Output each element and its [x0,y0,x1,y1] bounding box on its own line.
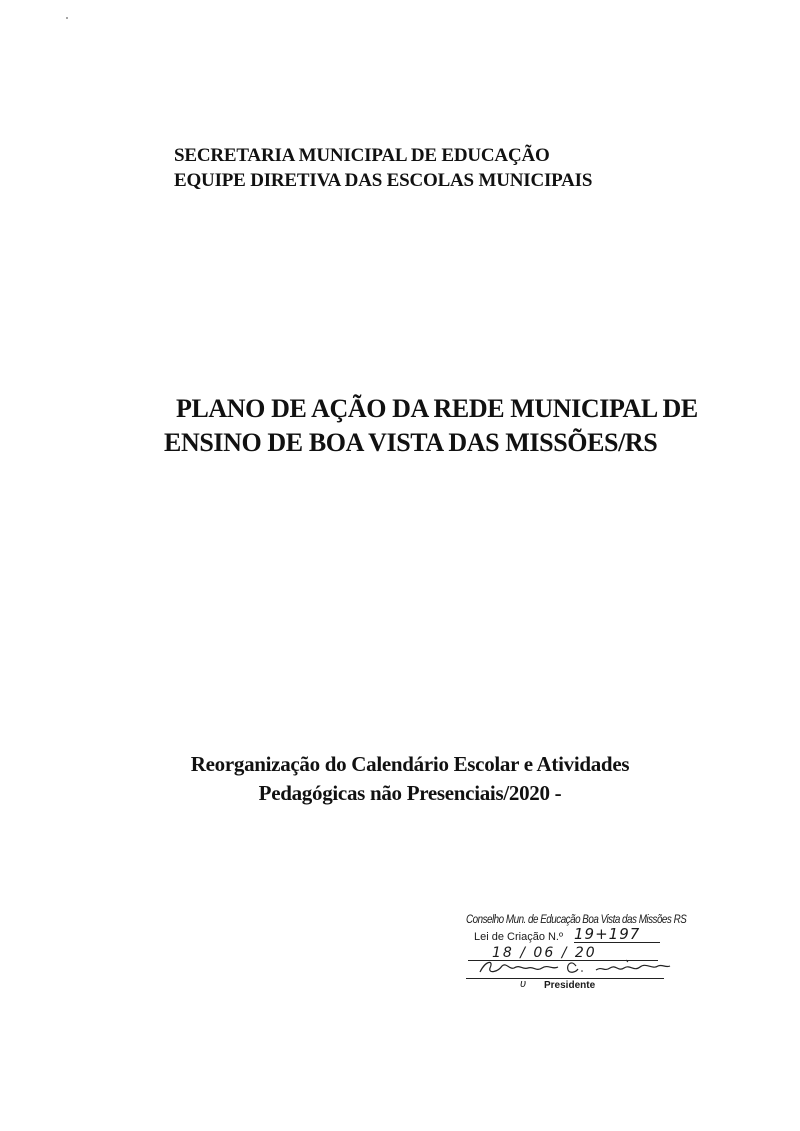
handwritten-signature [476,956,686,978]
subtitle-line-2: Pedagógicas não Presenciais/2020 - [258,781,562,805]
institution-header [174,143,592,193]
title-line-2: ENSINO DE BOA VISTA DAS MISSÕES/RS [164,428,658,457]
council-stamp [462,912,687,992]
document-subtitle [150,750,670,808]
header-line-equipe: EQUIPE DIRETIVA DAS ESCOLAS MUNICIPAIS [174,170,593,191]
stamp-law-number: 19+197 [574,926,660,943]
header-line-secretaria: SECRETARIA MUNICIPAL DE EDUCAÇÃO [174,145,550,166]
stamp-law-label: Lei de Criação N.º [474,931,564,943]
stamp-date: 18 / 06 / 20 [492,945,597,961]
stamp-signature-underline [466,978,664,979]
scan-artifact-dot [66,17,68,19]
stamp-initial-mark: ʋ [520,978,527,990]
document-title [150,392,698,460]
stamp-role-presidente: Presidente [544,980,596,991]
stamp-council-name: Conselho Mun. de Educação Boa Vista das Missões RS [466,912,687,926]
subtitle-line-1: Reorganização do Calendário Escolar e Atividades [190,752,630,776]
title-line-1: PLANO DE AÇÃO DA REDE MUNICIPAL DE [176,394,698,423]
